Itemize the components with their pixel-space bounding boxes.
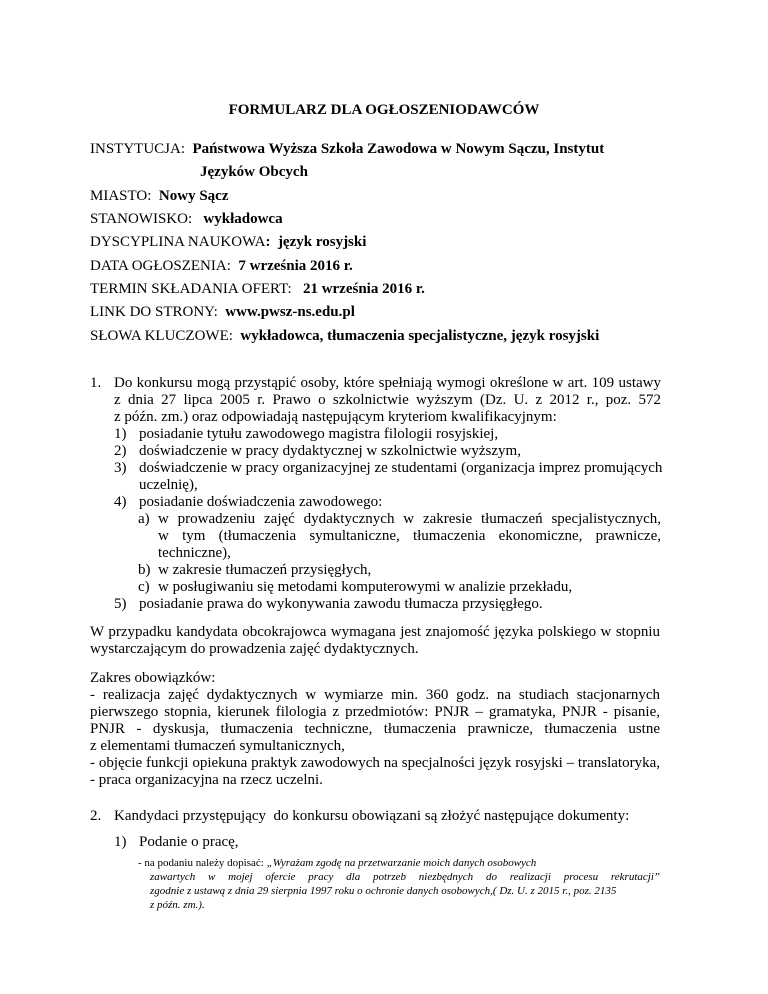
paragraph-line: pierwszego stopnia, kierunek filologia z przedmiotów: PNJR – gramatyka, PNJR - pisanie,	[90, 704, 660, 720]
section-text: z dnia 27 lipca 2005 r. Prawo o szkolnictwie wyższym (Dz. U. z 2012 r., poz. 572	[114, 392, 661, 408]
field-value: 7 września 2016 r.	[238, 258, 353, 274]
field-link	[90, 303, 355, 321]
page-title: FORMULARZ DLA OGŁOSZENIODAWCÓW	[228, 102, 540, 118]
paragraph-line: wystarczającym do prowadzenia zajęć dydaktycznych.	[90, 641, 419, 657]
sub-list-item	[138, 510, 158, 528]
paragraph-line: PNJR - dyskusja, tłumaczenia techniczne, tłumaczenia prawnicze, tłumaczenia ustne	[90, 721, 660, 737]
field-slowa-kluczowe	[90, 327, 599, 345]
list-text: posiadanie prawa do wykonywania zawodu tłumacza przysięgłego.	[139, 596, 543, 612]
field-value: 21 września 2016 r.	[302, 281, 425, 297]
list-number: 5)	[114, 596, 127, 612]
sub-list-item	[138, 578, 572, 596]
field-value: wykładowca	[203, 211, 283, 227]
section-number: 2.	[90, 808, 102, 824]
list-number: 2)	[114, 443, 127, 459]
field-value: Państwowa Wyższa Szkoła Zawodowa w Nowym Sączu, Instytut	[192, 141, 605, 157]
list-text: Podanie o pracę,	[139, 834, 239, 850]
field-value: Nowy Sącz	[158, 188, 229, 204]
section-text: Kandydaci przystępujący do konkursu obowiązani są złożyć następujące dokumenty:	[114, 808, 630, 824]
list-text-cont: uczelnię),	[139, 477, 198, 493]
paragraph-line: - realizacja zajęć dydaktycznych w wymiarze min. 360 godz. na studiach stacjonarnych	[90, 687, 660, 703]
list-text: posiadanie tytułu zawodowego magistra filologii rosyjskiej,	[139, 426, 499, 442]
list-letter: b)	[138, 562, 151, 578]
list-text: doświadczenie w pracy organizacyjnej ze studentami (organizacja imprez promujących	[139, 460, 663, 476]
sub-list-item	[138, 561, 371, 579]
field-label: TERMIN SKŁADANIA OFERT:	[90, 281, 292, 297]
paragraph-line: W przypadku kandydata obcokrajowca wymagana jest znajomość języka polskiego w stopniu	[90, 624, 660, 640]
field-dyscyplina	[90, 233, 366, 251]
note-line: zgodnie z ustawą z dnia 29 sierpnia 1997 roku o ochronie danych osobowych,( Dz. U. z 2015 r., poz. 2135	[150, 885, 617, 897]
list-item	[114, 425, 498, 443]
field-stanowisko	[90, 210, 283, 228]
sub-list-text: techniczne),	[158, 545, 231, 561]
list-number: 1)	[114, 426, 127, 442]
list-number: 4)	[114, 494, 127, 510]
list-number: 3)	[114, 460, 127, 476]
sub-list-text: w zakresie tłumaczeń przysięgłych,	[158, 562, 372, 578]
list-item	[114, 459, 662, 477]
list-letter: c)	[138, 579, 150, 595]
field-label: SŁOWA KLUCZOWE:	[90, 328, 233, 344]
field-value: www.pwsz-ns.edu.pl	[225, 304, 355, 320]
list-number: 1)	[114, 834, 127, 850]
sub-list-text: w tym (tłumaczenia symultaniczne, tłumaczenia ekonomiczne, prawnicze,	[158, 528, 661, 544]
note-line: z późn. zm.).	[150, 899, 205, 911]
field-instytucja-cont	[200, 163, 308, 181]
paragraph-line: - objęcie funkcji opiekuna praktyk zawodowych na specjalności język rosyjski – translatoryka,	[90, 755, 660, 771]
note-quote: „Wyrażam zgodę na przetwarzanie moich danych osobowych	[266, 857, 537, 869]
field-label: DATA OGŁOSZENIA:	[90, 258, 231, 274]
list-item	[114, 833, 239, 851]
section-number: 1.	[90, 375, 102, 391]
field-value: wykładowca, tłumaczenia specjalistyczne, język rosyjski	[240, 328, 600, 344]
list-item	[114, 442, 521, 460]
field-label: DYSCYPLINA NAUKOWA	[90, 234, 266, 250]
list-item	[114, 595, 543, 613]
field-label: STANOWISKO:	[90, 211, 193, 227]
note-line: zawartych w mojej ofercie pracy dla potrzeb niezbędnych do realizacji procesu rekrutacji”	[150, 871, 660, 883]
field-label: LINK DO STRONY:	[90, 304, 218, 320]
note-line	[138, 856, 536, 870]
sub-list-text: w posługiwaniu się metodami komputerowymi w analizie przekładu,	[158, 579, 573, 595]
section-text: z późn. zm.) oraz odpowiadają następującym kryteriom kwalifikacyjnym:	[114, 409, 557, 425]
field-label: INSTYTUCJA:	[90, 141, 186, 157]
note-lead: - na podaniu należy dopisać:	[138, 857, 267, 869]
field-value: Języków Obcych	[200, 164, 308, 180]
paragraph-line: - praca organizacyjna na rzecz uczelni.	[90, 772, 323, 788]
field-colon: :	[265, 234, 271, 250]
field-miasto	[90, 187, 228, 205]
paragraph-line: z elementami tłumaczeń symultanicznych,	[90, 738, 345, 754]
field-label: MIASTO:	[90, 188, 152, 204]
field-instytucja	[90, 140, 604, 158]
list-text: posiadanie doświadczenia zawodowego:	[139, 494, 383, 510]
field-data	[90, 257, 353, 275]
duties-heading: Zakres obowiązków:	[90, 670, 216, 686]
section-text: Do konkursu mogą przystąpić osoby, które spełniają wymogi określone w art. 109 ustawy	[114, 375, 661, 391]
list-text: doświadczenie w pracy dydaktycznej w szkolnictwie wyższym,	[139, 443, 521, 459]
field-termin	[90, 280, 425, 298]
field-value: język rosyjski	[277, 234, 367, 250]
sub-list-text: w prowadzeniu zajęć dydaktycznych w zakresie tłumaczeń specjalistycznych,	[158, 511, 661, 527]
list-item	[114, 493, 382, 511]
list-letter: a)	[138, 511, 150, 527]
